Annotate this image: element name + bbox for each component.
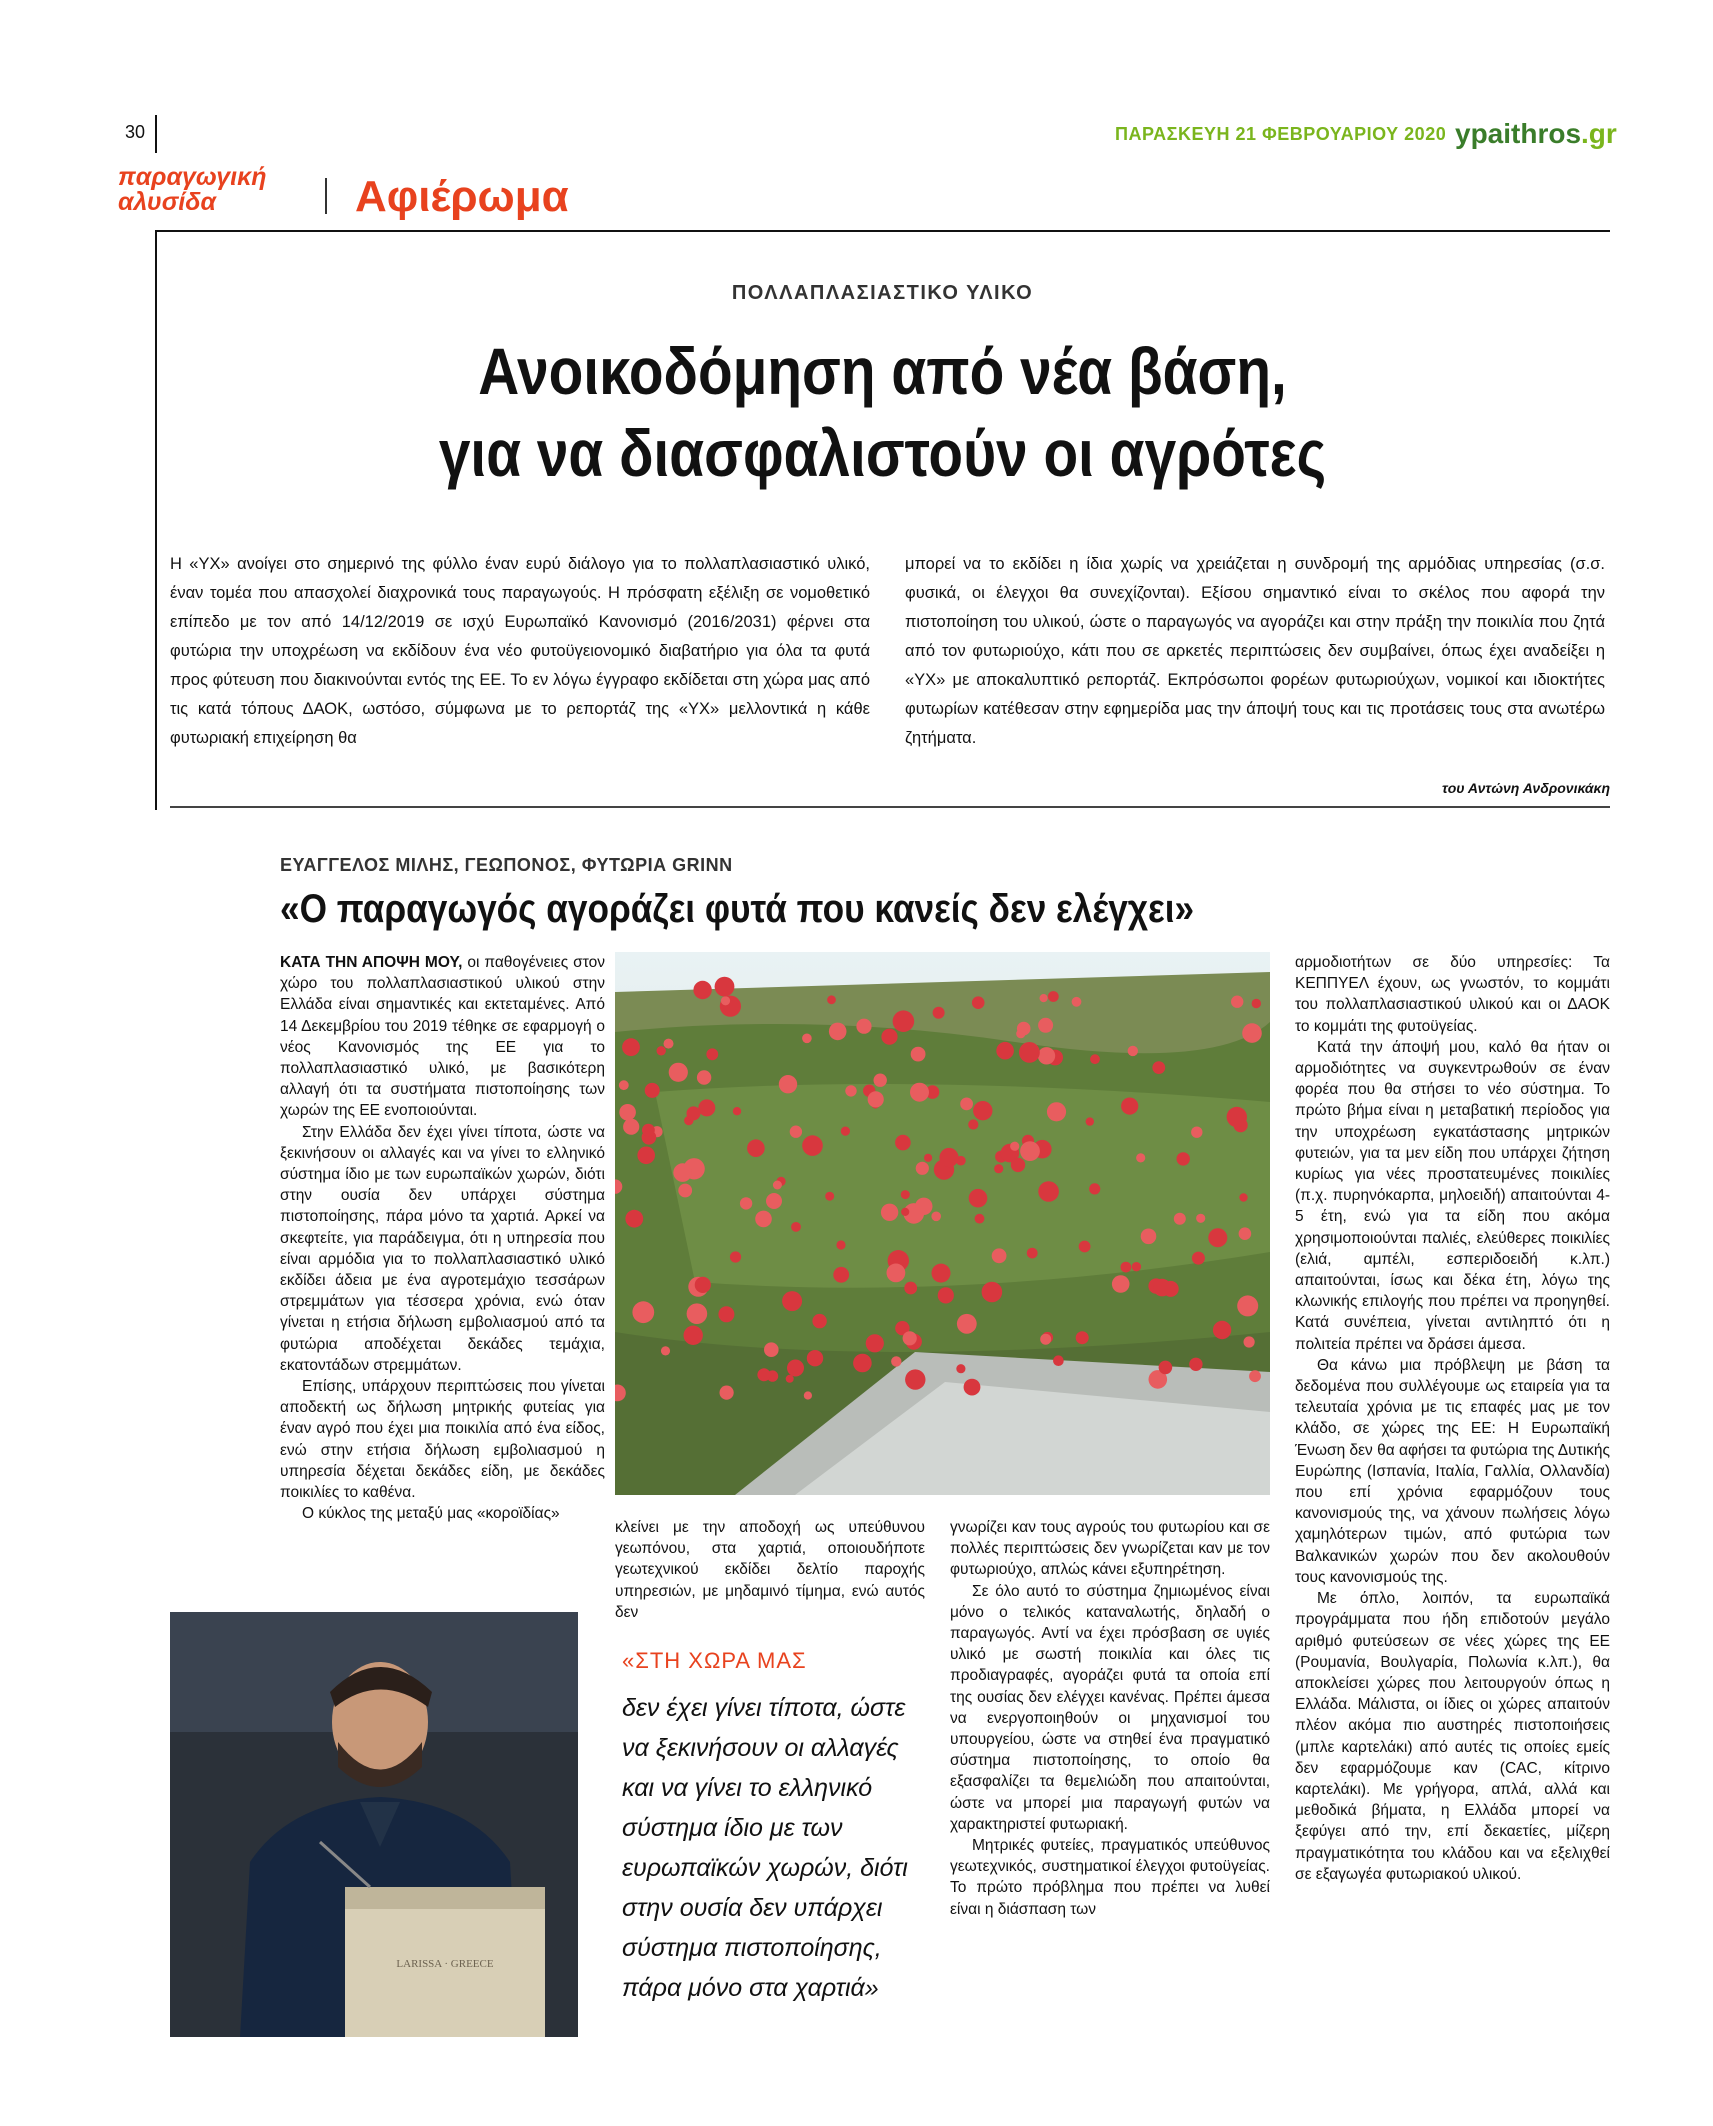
apple: [1079, 1241, 1091, 1253]
apple: [992, 1248, 1007, 1263]
apple: [829, 1023, 847, 1041]
apple: [904, 1282, 917, 1295]
apple: [1011, 1158, 1025, 1172]
apple: [1213, 1321, 1231, 1339]
paragraph: Στην Ελλάδα δεν έχει γίνει τίποτα, ώστε να ξεκινήσουν οι αλλαγές και να γίνει το ελληνικό σύστημα ίδιο με των ευρωπαϊκών χωρών, διότι στην ουσία δεν υπάρχει σύστημα πιστοποίησης, πάρα μόνο τα χαρτιά. Αρκεί να σκεφτείτε, για παράδειγμα, ότι η υπηρεσία που είναι αρμόδια για το πολλαπλασιαστικό υλικό εκδίδει άδεια με ένα αγροτεμάχιο τεσσάρων στρεμμάτων για τέσσερα χρόνια, ενώ όταν γίνεται η ετήσια δήλωση εμβολιασμού από τα φυτώρια αποδέχεται δεκάδες τεμάχια, εκατοντάδων στρεμμάτων.: [280, 1123, 605, 1374]
apple: [972, 996, 985, 1009]
apple: [931, 1212, 941, 1222]
apple: [733, 1107, 741, 1115]
apple: [910, 1083, 929, 1102]
article-frame-left: [155, 230, 157, 810]
apple: [664, 1039, 674, 1049]
lead-column-left: [170, 550, 870, 753]
lead-text-right: μπορεί να το εκδίδει η ίδια χωρίς να χρειάζεται η συνδρομή της αρμόδιας υπηρεσίας (σ.σ. φυσικά, οι έλεγχοι θα συνεχίζονται). Εξίσου σημαντικό είναι το σκέλος που αφορά την πιστοποίηση του υλικού, ώστε ο παραγωγός να αγοράζει και στην πράξη την ποικιλία που ζητά από τον φυτωριούχο, κάτι που σε αρκετές περιπτώσεις δεν συμβαίνει, όπως έχει αναδείξει η «ΥΧ» με αποκαλυπτικό ρεπορτάζ. Εκπρόσωποι φορέων φυτωριούχων, νομικοί και ιδιοκτήτες φυτωρίων κατέθεσαν στην εφημερίδα μας την άποψή τους και τις προτάσεις τους στα ανωτέρω ζητήματα.: [905, 555, 1605, 747]
paragraph: Σε όλο αυτό το σύστημα ζημιωμένος είναι μόνο ο τελικός καταναλωτής, δηλαδή ο παραγωγός. Αντί να έχει πρόσβαση σε υγιές υλικό με σωστή ποικιλία και όλες τις προδιαγραφές, αγοράζει φυτά τα οποία επί της ουσίας δεν ελέγχει κανένας. Πρέπει άμεσα να ενεργοποιηθούν οι μηχανισμοί του υπουργείου, ώστε να στηθεί ένα πραγματικό σύστημα πιστοποίησης, το οποίο θα εξασφαλίζει τα θεμελιώδη που απαιτούνται, ώστε να μπορεί μια παραγωγή φυτών να χαρακτηριστεί φυτωριακή.: [950, 1582, 1270, 1833]
apple: [637, 1147, 655, 1165]
apple: [968, 1119, 978, 1129]
apple: [901, 1208, 909, 1216]
logo-tld: .gr: [1581, 118, 1617, 149]
apple: [1191, 1127, 1202, 1138]
apple: [836, 1240, 845, 1249]
issue-date: ΠΑΡΑΣΚΕΥΗ 21 ΦΕΒΡΟΥΑΡΙΟΥ 2020: [1115, 124, 1447, 144]
apple: [755, 1211, 772, 1228]
apple: [773, 1181, 782, 1190]
apple: [622, 1038, 640, 1056]
text-column-3: [950, 1517, 1270, 1920]
apple: [812, 1314, 826, 1328]
apple: [1208, 1228, 1227, 1247]
section-separator: [170, 806, 1610, 808]
headline-line-1: Ανοικοδόμηση από νέα βάση,: [478, 334, 1287, 408]
apple: [1121, 1262, 1132, 1273]
lead-in: ΚΑΤΑ ΤΗΝ ΑΠΟΨΗ ΜΟΥ,: [280, 954, 463, 971]
apple: [706, 1048, 718, 1060]
apple: [1027, 1248, 1038, 1259]
apple: [695, 1277, 711, 1293]
apple: [1089, 1183, 1100, 1194]
apple: [802, 1135, 823, 1156]
apple: [1090, 1054, 1100, 1064]
apple: [697, 1070, 711, 1084]
apple: [957, 1314, 977, 1334]
apple: [856, 1019, 871, 1034]
apple: [1076, 1331, 1089, 1344]
section-label: Αφιέρωμα: [355, 172, 569, 221]
apple: [730, 1251, 741, 1262]
apple: [1244, 1336, 1255, 1347]
apple: [1177, 1152, 1190, 1165]
apple: [1189, 1358, 1202, 1371]
logo-main: ypaithros: [1455, 118, 1582, 149]
apple: [718, 1306, 734, 1322]
apple: [1239, 1193, 1247, 1201]
apple: [642, 1124, 655, 1137]
page-number: 30: [125, 122, 146, 142]
apple: [1053, 1355, 1064, 1366]
apple: [684, 1326, 703, 1345]
apple: [1132, 1262, 1141, 1271]
apple: [975, 1214, 985, 1224]
apple: [982, 1282, 1003, 1303]
apple: [960, 1098, 973, 1111]
apple: [669, 1063, 688, 1082]
apple: [1038, 1018, 1053, 1033]
apple: [1239, 1227, 1252, 1240]
apple: [779, 1075, 797, 1093]
interview-title: «Ο παραγωγός αγοράζει φυτά που κανείς δεν ελέγχει»: [280, 887, 1195, 931]
apple: [693, 981, 711, 999]
speaker-photo: [170, 1612, 578, 2037]
apple: [1048, 991, 1059, 1002]
apple: [868, 1091, 884, 1107]
apple: [804, 1391, 812, 1399]
apple: [1174, 1213, 1186, 1225]
apple: [825, 1192, 834, 1201]
apple: [657, 1046, 666, 1055]
apple: [1019, 1042, 1040, 1063]
apple: [619, 1080, 629, 1090]
apple: [1128, 1046, 1138, 1056]
section-name: [118, 165, 267, 215]
apple: [1016, 1029, 1025, 1038]
headline-line-2: για να διασφαλιστούν οι αγρότες: [438, 416, 1327, 490]
apple: [1010, 1142, 1019, 1151]
article-frame-top: [155, 230, 1610, 232]
lead-column-right: [905, 550, 1605, 753]
apple: [1072, 997, 1082, 1007]
apple: [1020, 1141, 1040, 1161]
apple: [1231, 996, 1243, 1008]
paragraph-text: οι παθογένειες στον χώρο του πολλαπλασιαστικού υλικού στην Ελλάδα είναι σημαντικές και εκτεταμένες. Από 14 Δεκεμβρίου του 2019 τέθηκε σε εφαρμογή ο νέος Κανονισμός της ΕΕ για το πολλαπλασιαστικό υλικό, με βασικότερη αλλαγή ότι τα συστήματα πιστοποίησης των χωρών της ΕΕ ενοποιούνται.: [280, 954, 605, 1120]
apple: [1121, 1098, 1138, 1115]
apple: [901, 1190, 910, 1199]
apple: [973, 1101, 992, 1120]
apple: [1040, 994, 1048, 1002]
apple: [853, 1354, 872, 1373]
apple: [764, 1342, 779, 1357]
apple: [1242, 1023, 1262, 1043]
apple: [994, 1164, 1003, 1173]
apple: [678, 1184, 692, 1198]
apple: [721, 996, 730, 1005]
orchard-photo: [615, 952, 1270, 1495]
header-divider: [155, 115, 157, 153]
apple: [1038, 1047, 1055, 1064]
apple: [747, 1139, 765, 1157]
apple: [827, 995, 836, 1004]
section-divider: [325, 178, 327, 214]
apple: [1196, 1214, 1205, 1223]
apple: [766, 1193, 782, 1209]
apple: [1141, 1229, 1157, 1245]
article-headline: [257, 330, 1508, 494]
apple: [866, 1334, 884, 1352]
apple: [887, 1264, 906, 1283]
apple: [881, 1029, 897, 1045]
paragraph: [280, 952, 605, 1122]
apple: [956, 1364, 965, 1373]
apple: [1252, 999, 1261, 1008]
apple: [720, 1386, 734, 1400]
pull-quote-body: δεν έχει γίνει τίποτα, ώστε να ξεκινήσουν οι αλλαγές και να γίνει το ελληνικό σύστημα ίδιο με των ευρωπαϊκών χωρών, διότι στην ουσία δεν υπάρχει σύστημα πιστοποίησης, πάρα μόνο στα χαρτιά»: [622, 1694, 908, 2002]
paragraph: Κατά την άποψή μου, καλό θα ήταν οι αρμοδιότητες να συγκεντρωθούν σε έναν φορέα που θα στήσει το νέο σύστημα. Το πρώτο βήμα είναι η μεταβατική περίοδος για την υποχρέωση εγκατάστασης μητρικών φυτειών, για τα μεν είδη που υπάρχει ζήτηση κυρίως για νέες προστατευμένες ποικιλίες (π.χ. πυρηνόκαρπα, μηλοειδή) απαιτούνται 4-5 έτη, ενώ για τα είδη που ακόμα χρησιμοποιούνται παλιές, ελεύθερες ποικιλίες (ελιά, αμπέλι, εσπεριδοειδή κ.λπ.) απαιτούνται, ίσως και δέκα έτη, λόγω της κλωνικής επιλογής που πρέπει να προηγηθεί. Κατά συνέπεια, γίνεται αντιληπτό ότι η πολιτεία πρέπει να δράσει άμεσα.: [1295, 1038, 1610, 1353]
apple: [1112, 1275, 1130, 1293]
apple: [915, 1198, 932, 1215]
apple: [938, 1287, 954, 1303]
apple: [807, 1350, 823, 1366]
apple: [1249, 1370, 1261, 1382]
article-kicker: ΠΟΛΛΑΠΛΑΣΙΑΣΤΙΚΟ ΥΛΙΚΟ: [731, 282, 1034, 304]
apple: [939, 1148, 958, 1167]
apple: [740, 1197, 752, 1209]
apple: [802, 1034, 812, 1044]
apple: [1086, 1117, 1094, 1125]
paragraph: γνωρίζει καν τους αγρούς του φυτωρίου και σε πολλές περιπτώσεις δεν γνωρίζεται καν με τον φυτωριούχο, απλώς κάνει εξυπηρέτηση.: [950, 1519, 1270, 1579]
apple: [757, 1368, 770, 1381]
apple: [1192, 1252, 1205, 1265]
paragraph: Μητρικές φυτείες, πραγματικός υπεύθυνος γεωτεχνικός, συστηματικοί έλεγχοι φυτοϋγείας. Το πρώτο πρόβλημα που πρέπει να λυθεί είναι η διάσπαση των: [950, 1837, 1270, 1918]
apple: [1237, 1295, 1258, 1316]
paragraph: Ο κύκλος της μεταξύ μας «κοροϊδίας»: [302, 1505, 560, 1523]
apple: [924, 1154, 932, 1162]
apple: [905, 1369, 925, 1389]
section-line-1: παραγωγική: [118, 163, 267, 191]
apple: [715, 977, 735, 997]
byline: του Αντώνη Ανδρονικάκη: [1441, 780, 1610, 796]
apple: [903, 1331, 917, 1345]
apple: [893, 1010, 915, 1032]
apple: [661, 1346, 670, 1355]
apple: [673, 1163, 692, 1182]
interviewee-name: ΕΥΑΓΓΕΛΟΣ ΜΙΛΗΣ, ΓΕΩΠΟΝΟΣ, ΦΥΤΩΡΙΑ GRINN: [280, 855, 733, 875]
apple: [790, 1126, 802, 1138]
apple: [932, 1264, 951, 1283]
apple: [1040, 1334, 1051, 1345]
lead-text-left: Η «ΥΧ» ανοίγει στο σημερινό της φύλλο έναν ευρύ διάλογο για το πολλαπλασιαστικό υλικό, έναν τομέα που απασχολεί διαχρονικά τους παραγωγούς. Η πρόσφατη εξέλιξη σε νομοθετικό επίπεδο με τον από 14/12/2019 σε ισχύ Ευρωπαϊκό Κανονισμό (2016/2031) φέρνει στα φυτώρια την υποχρέωση να εκδίδουν ένα νέο φυτοϋγειονομικό διαβατήριο για όλα τα φυτά προς φύτευση που διακινούνται εντός της ΕΕ. Το εν λόγω έγγραφο εκδίδεται στη χώρα μας από τις κατά τόπους ΔΑΟΚ, ωστόσο, σύμφωνα με το ρεπορτάζ της «ΥΧ» μελλοντικά η κάθε φυτωριακή επιχείρηση θα: [170, 555, 870, 747]
podium-label: LARISSA · GREECE: [396, 1958, 494, 1970]
apple: [841, 1127, 850, 1136]
apple: [787, 1360, 804, 1377]
paragraph: κλείνει με την αποδοχή ως υπεύθυνου γεωπόνου, στα χαρτιά, οποιουδήποτε γεωτεχνικού εκδίδει δελτίο παροχής υπηρεσιών, με μηδαμινό τίμημα, ενώ αυτός δεν: [615, 1519, 925, 1621]
apple: [1153, 1279, 1171, 1297]
apple: [698, 1099, 715, 1116]
apple: [895, 1135, 911, 1151]
apple: [964, 1379, 981, 1396]
apple: [933, 1007, 945, 1019]
apple: [786, 1375, 794, 1383]
apple: [1038, 1181, 1059, 1202]
apple-tree-image: [615, 952, 1270, 1495]
apple: [1159, 1361, 1173, 1375]
site-logo: [1455, 118, 1617, 150]
apple: [916, 1162, 929, 1175]
paragraph: Επίσης, υπάρχουν περιπτώσεις που γίνεται αποδεκτή ως δήλωση μητρικής φυτείας για έναν αγρό που έχει μια ποικιλία από ένα είδος, ενώ στην ετήσια δήλωση εμβολιασμού η υπηρεσία δέχεται δεκάδες είδη, με δεκάδες ποικιλίες το καθένα.: [280, 1378, 605, 1502]
paragraph: Με όπλο, λοιπόν, τα ευρωπαϊκά προγράμματα που ήδη επιδοτούν μεγάλο αριθμό φυτεύσεων σε νέες χώρες της ΕΕ (Ρουμανία, Βουλγαρία, Πολωνία κ.λπ.), θα αποκλείσει χώρες που λειτουργούν όπως η Ελλάδα. Μάλιστα, οι ίδιες οι χώρες απαιτούν πλέον ακόμα πιο αυστηρές πιστοποιήσεις (μπλε καρτελάκι) από αυτές τις οποίες εμείς δεν εφαρμόζουμε καν (CAC, κίτρινο καρτελάκι). Με γρήγορα, απλά, αλλά και μεθοδικά βήματα, η Ελλάδα μπορεί να ξεφύγει από την, επί δεκαετίες, μίζερη πραγματικότητα του κλάδου και να εξελιχθεί σε εξαγωγέα φυτωριακού υλικού.: [1295, 1590, 1610, 1883]
pull-quote-heading: «ΣΤΗ ΧΩΡΑ ΜΑΣ: [622, 1648, 807, 1673]
text-column-1: [280, 952, 605, 1524]
apple: [911, 1047, 926, 1062]
apple: [619, 1104, 636, 1121]
text-column-4: [1295, 952, 1610, 1885]
text-column-2: [615, 1517, 925, 1623]
apple: [1152, 1061, 1165, 1074]
apple: [782, 1291, 802, 1311]
paragraph: Θα κάνω μια πρόβλεψη με βάση τα δεδομένα που συλλέγουμε ως εταιρεία για τα τελευταία χρόνια με τις επαφές μας με τον κλάδο, σε χώρες της ΕΕ: Η Ευρωπαϊκή Ένωση δεν θα αφήσει τα φυτώρια της Δυτικής Ευρώπης (Ισπανία, Ιταλία, Γαλλία, Ολλανδία) που επί χρόνια εφαρμόζουν τους κανονισμούς της, να χάνουν πωλήσεις λόγω χαμηλότερων τιμών, από φυτώρια των Βαλκανικών χωρών που δεν ακολουθούν τους κανονισμούς της.: [1295, 1356, 1610, 1586]
apple: [1227, 1107, 1247, 1127]
apple: [1047, 1102, 1066, 1121]
apple: [623, 1119, 639, 1135]
apple: [645, 1083, 660, 1098]
apple: [1136, 1153, 1145, 1162]
apple: [996, 1042, 1014, 1060]
apple: [833, 1267, 849, 1283]
apple: [632, 1301, 654, 1323]
apple: [625, 1210, 643, 1228]
paragraph: αρμοδιοτήτων σε δύο υπηρεσίες: Τα ΚΕΠΠΥΕΛ έχουν, ως γνωστόν, το κομμάτι του πολλαπλασιαστικού υλικού και οι ΔΑΟΚ το κομμάτι της φυτοϋγείας.: [1295, 954, 1610, 1035]
apple: [845, 1085, 856, 1096]
speaker-portrait-image: [170, 1612, 578, 2037]
apple: [881, 1204, 898, 1221]
section-line-2: αλυσίδα: [118, 188, 217, 216]
apple: [969, 1189, 988, 1208]
apple: [687, 1303, 708, 1324]
apple: [791, 1222, 801, 1232]
apple: [891, 1356, 901, 1366]
apple: [874, 1074, 887, 1087]
